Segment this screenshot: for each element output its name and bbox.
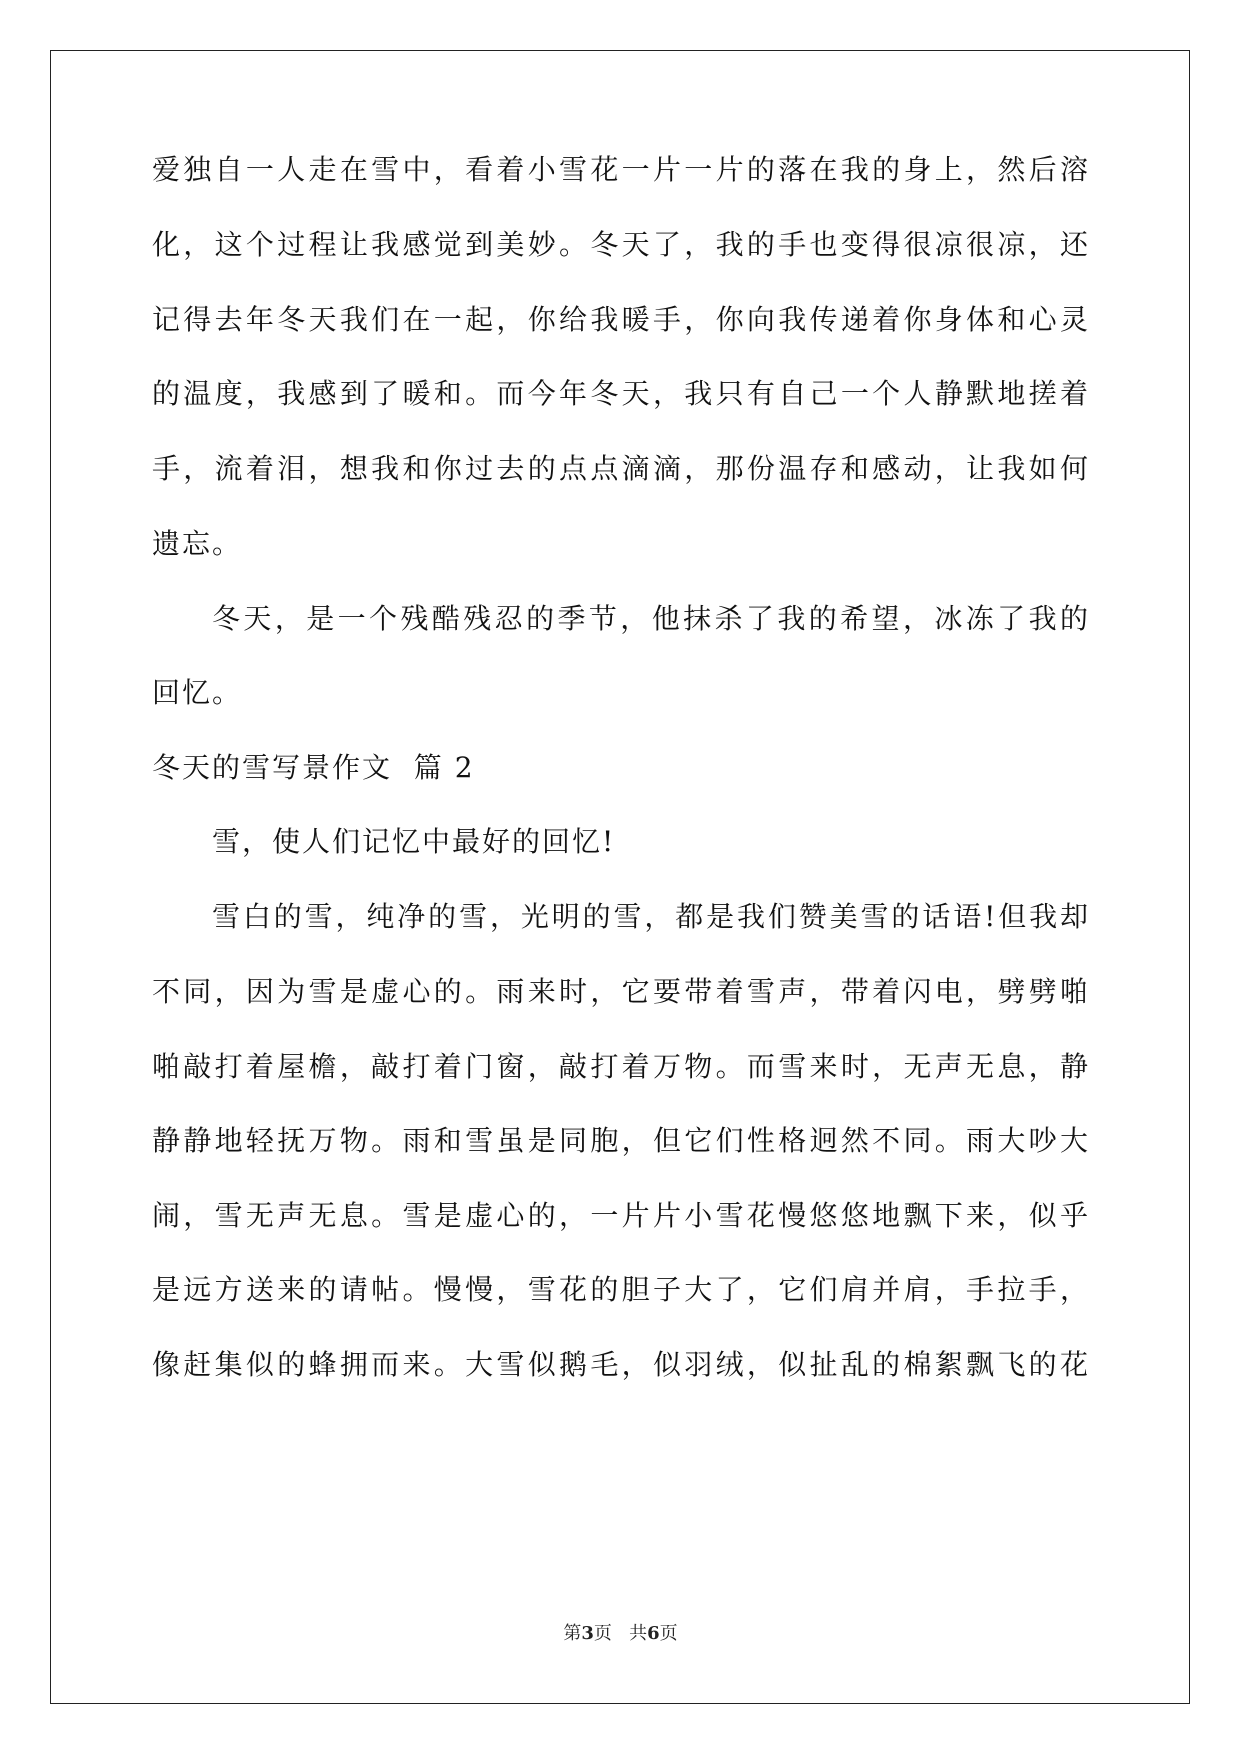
text-line: 闹，雪无声无息。雪是虚心的，一片片小雪花慢悠悠地飘下来，似乎 — [152, 1199, 1088, 1232]
text-line: 像赶集似的蜂拥而来。大雪似鹅毛，似羽绒，似扯乱的棉絮飘飞的花 — [152, 1348, 1088, 1381]
text-line: 记得去年冬天我们在一起，你给我暖手，你向我传递着你身体和心灵 — [152, 303, 1088, 336]
footer-total-pages: 6 — [647, 1623, 660, 1644]
text-line: 是远方送来的请帖。慢慢，雪花的胆子大了，它们肩并肩，手拉手， — [152, 1273, 1088, 1306]
footer-page-number: 3 — [581, 1623, 594, 1644]
text-line: 的温度，我感到了暖和。而今年冬天，我只有自己一个人静默地搓着 — [152, 377, 1088, 410]
text-line: 啪敲打着屋檐，敲打着门窗，敲打着万物。而雪来时，无声无息，静 — [152, 1050, 1088, 1083]
page-footer — [0, 1622, 1241, 1646]
text-line: 遗忘。 — [152, 527, 243, 560]
footer-page-prefix: 第 — [563, 1623, 582, 1644]
text-line: 化，这个过程让我感觉到美妙。冬天了，我的手也变得很凉很凉，还 — [152, 228, 1088, 261]
text-line: 回忆。 — [152, 676, 243, 709]
section-heading: 冬天的雪写景作文 篇 2 — [152, 751, 475, 784]
text-line: 爱独自一人走在雪中，看着小雪花一片一片的落在我的身上，然后溶 — [152, 153, 1088, 186]
text-line: 雪白的雪，纯净的雪，光明的雪，都是我们赞美雪的话语!但我却 — [212, 900, 1088, 933]
footer-page-suffix: 页 — [593, 1623, 612, 1644]
text-line: 手，流着泪，想我和你过去的点点滴滴，那份温存和感动，让我如何 — [152, 452, 1088, 485]
footer-total-prefix: 共 — [629, 1623, 648, 1644]
text-line: 静静地轻抚万物。雨和雪虽是同胞，但它们性格迥然不同。雨大吵大 — [152, 1124, 1088, 1157]
text-line: 不同，因为雪是虚心的。雨来时，它要带着雪声，带着闪电，劈劈啪 — [152, 975, 1088, 1008]
text-line: 冬天，是一个残酷残忍的季节，他抹杀了我的希望，冰冻了我的 — [212, 602, 1088, 635]
page-border — [50, 50, 1190, 1704]
footer-total-suffix: 页 — [659, 1623, 678, 1644]
text-line: 雪，使人们记忆中最好的回忆! — [212, 825, 616, 858]
